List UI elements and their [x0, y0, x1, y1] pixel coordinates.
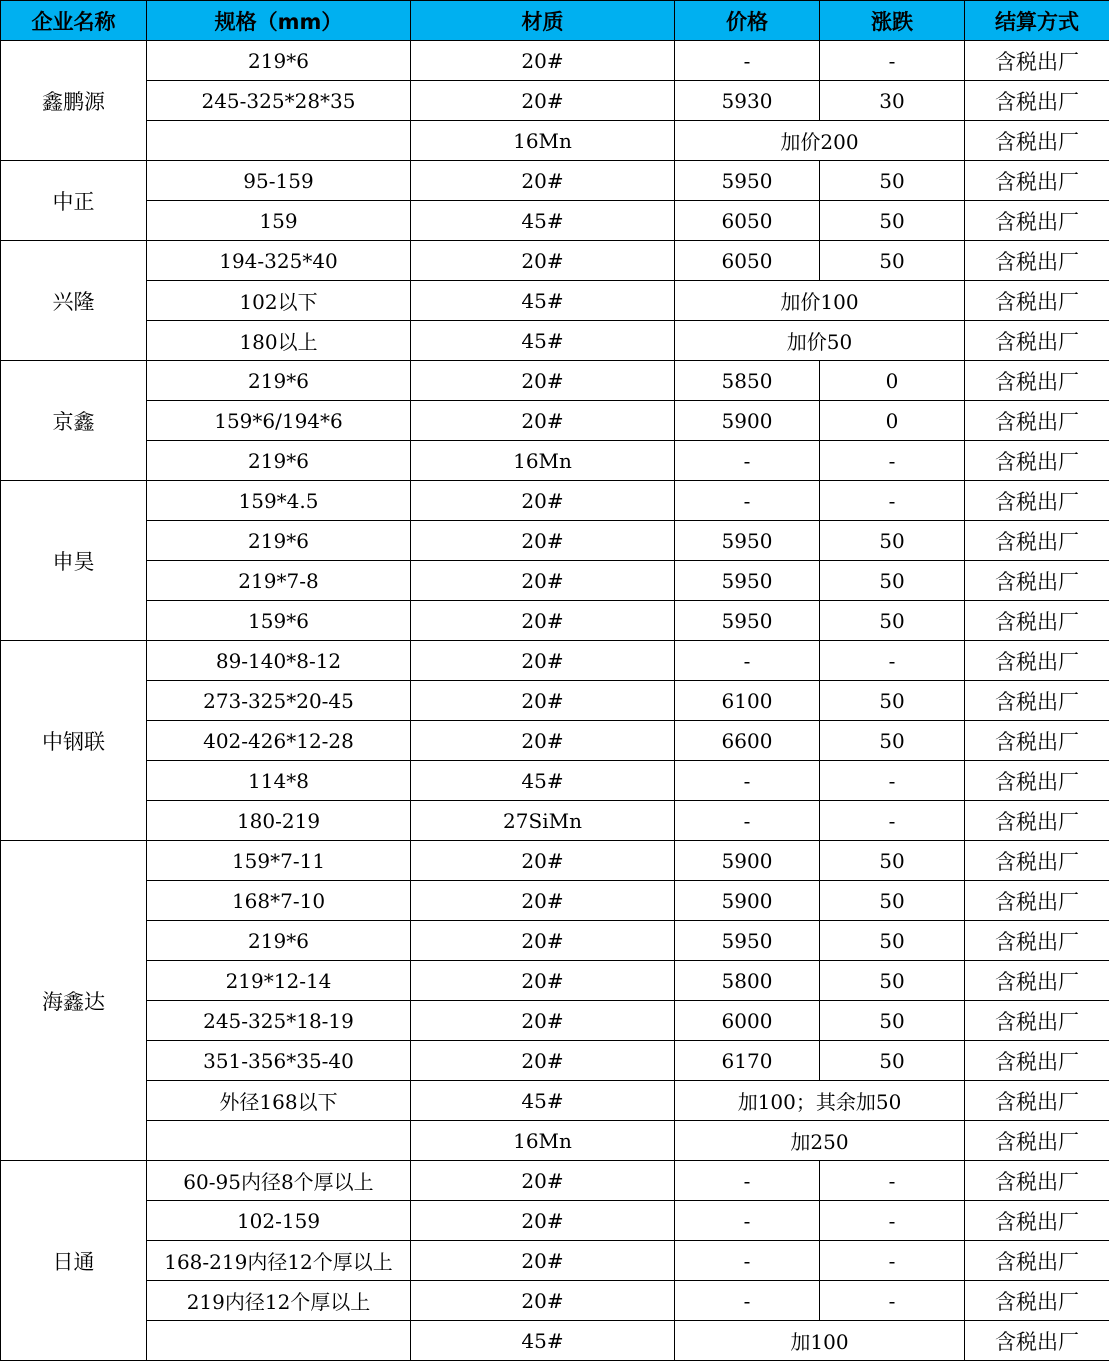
price-cell: - — [675, 641, 820, 681]
table-row — [1, 121, 1109, 161]
change-cell: - — [820, 1241, 965, 1281]
spec-cell: 159*6 — [147, 601, 411, 641]
table-row — [1, 961, 1109, 1001]
material-cell: 16Mn — [411, 441, 675, 481]
change-cell: - — [820, 1161, 965, 1201]
table-row — [1, 881, 1109, 921]
header-price: 价格 — [675, 1, 820, 41]
spec-cell: 159*4.5 — [147, 481, 411, 521]
table-row — [1, 601, 1109, 641]
table-row — [1, 1281, 1109, 1321]
spec-cell: 245-325*18-19 — [147, 1001, 411, 1041]
settlement-cell: 含税出厂 — [965, 121, 1109, 161]
price-cell: - — [675, 1241, 820, 1281]
material-cell: 45# — [411, 281, 675, 321]
change-cell: 50 — [820, 601, 965, 641]
settlement-cell: 含税出厂 — [965, 361, 1109, 401]
settlement-cell: 含税出厂 — [965, 1321, 1109, 1361]
change-cell: 30 — [820, 81, 965, 121]
material-cell: 20# — [411, 881, 675, 921]
price-cell: 5950 — [675, 601, 820, 641]
table-row — [1, 801, 1109, 841]
material-cell: 20# — [411, 1281, 675, 1321]
change-cell: 50 — [820, 161, 965, 201]
material-cell: 20# — [411, 921, 675, 961]
material-cell: 20# — [411, 481, 675, 521]
price-note-cell: 加250 — [675, 1121, 965, 1161]
material-cell: 20# — [411, 601, 675, 641]
settlement-cell: 含税出厂 — [965, 561, 1109, 601]
material-cell: 20# — [411, 401, 675, 441]
material-cell: 20# — [411, 81, 675, 121]
change-cell: 0 — [820, 401, 965, 441]
table-row — [1, 1241, 1109, 1281]
company-name-cell: 兴隆 — [1, 241, 147, 361]
table-row — [1, 561, 1109, 601]
spec-cell: 外径168以下 — [147, 1081, 411, 1121]
material-cell: 20# — [411, 521, 675, 561]
table-row — [1, 441, 1109, 481]
change-cell: - — [820, 761, 965, 801]
header-row — [1, 1, 1109, 41]
material-cell: 20# — [411, 241, 675, 281]
spec-cell: 159*6/194*6 — [147, 401, 411, 441]
change-cell: - — [820, 481, 965, 521]
settlement-cell: 含税出厂 — [965, 1281, 1109, 1321]
change-cell: 50 — [820, 201, 965, 241]
spec-cell — [147, 121, 411, 161]
change-cell: 0 — [820, 361, 965, 401]
settlement-cell: 含税出厂 — [965, 641, 1109, 681]
price-cell: 5900 — [675, 841, 820, 881]
table-row — [1, 721, 1109, 761]
table-row — [1, 321, 1109, 361]
change-cell: 50 — [820, 961, 965, 1001]
price-cell: - — [675, 801, 820, 841]
settlement-cell: 含税出厂 — [965, 841, 1109, 881]
change-cell: - — [820, 641, 965, 681]
spec-cell: 219*12-14 — [147, 961, 411, 1001]
price-cell: - — [675, 761, 820, 801]
material-cell: 20# — [411, 841, 675, 881]
change-cell: - — [820, 441, 965, 481]
company-name-cell: 中正 — [1, 161, 147, 241]
table-row — [1, 281, 1109, 321]
change-cell: 50 — [820, 1001, 965, 1041]
price-cell: - — [675, 441, 820, 481]
price-cell: 5950 — [675, 921, 820, 961]
header-company: 企业名称 — [1, 1, 147, 41]
table-row — [1, 681, 1109, 721]
price-cell: - — [675, 1281, 820, 1321]
table-row — [1, 521, 1109, 561]
settlement-cell: 含税出厂 — [965, 281, 1109, 321]
table-row — [1, 1121, 1109, 1161]
price-cell: 6170 — [675, 1041, 820, 1081]
settlement-cell: 含税出厂 — [965, 1201, 1109, 1241]
change-cell: - — [820, 801, 965, 841]
material-cell: 45# — [411, 321, 675, 361]
material-cell: 20# — [411, 161, 675, 201]
price-cell: - — [675, 41, 820, 81]
spec-cell: 219*6 — [147, 921, 411, 961]
change-cell: 50 — [820, 921, 965, 961]
material-cell: 27SiMn — [411, 801, 675, 841]
spec-cell: 180以上 — [147, 321, 411, 361]
material-cell: 20# — [411, 1201, 675, 1241]
table-row — [1, 361, 1109, 401]
spec-cell: 219内径12个厚以上 — [147, 1281, 411, 1321]
spec-cell: 219*6 — [147, 521, 411, 561]
spec-cell: 114*8 — [147, 761, 411, 801]
table-row — [1, 481, 1109, 521]
settlement-cell: 含税出厂 — [965, 1241, 1109, 1281]
spec-cell: 168-219内径12个厚以上 — [147, 1241, 411, 1281]
spec-cell: 219*6 — [147, 441, 411, 481]
material-cell: 20# — [411, 1041, 675, 1081]
change-cell: 50 — [820, 681, 965, 721]
price-note-cell: 加100 — [675, 1321, 965, 1361]
spec-cell: 89-140*8-12 — [147, 641, 411, 681]
material-cell: 16Mn — [411, 1121, 675, 1161]
spec-cell: 194-325*40 — [147, 241, 411, 281]
table-row — [1, 161, 1109, 201]
settlement-cell: 含税出厂 — [965, 1041, 1109, 1081]
settlement-cell: 含税出厂 — [965, 41, 1109, 81]
settlement-cell: 含税出厂 — [965, 961, 1109, 1001]
company-name-cell: 海鑫达 — [1, 841, 147, 1161]
company-name-cell: 日通 — [1, 1161, 147, 1361]
price-cell: 6050 — [675, 201, 820, 241]
header-change: 涨跌 — [820, 1, 965, 41]
settlement-cell: 含税出厂 — [965, 481, 1109, 521]
table-row — [1, 921, 1109, 961]
price-cell: 6000 — [675, 1001, 820, 1041]
change-cell: 50 — [820, 841, 965, 881]
table-row — [1, 641, 1109, 681]
settlement-cell: 含税出厂 — [965, 1081, 1109, 1121]
table-row — [1, 1081, 1109, 1121]
material-cell: 16Mn — [411, 121, 675, 161]
table-header — [1, 1, 1109, 41]
header-settlement: 结算方式 — [965, 1, 1109, 41]
table-row — [1, 201, 1109, 241]
price-cell: 5950 — [675, 161, 820, 201]
price-cell: 5930 — [675, 81, 820, 121]
price-cell: - — [675, 481, 820, 521]
spec-cell: 219*6 — [147, 361, 411, 401]
material-cell: 20# — [411, 1241, 675, 1281]
company-name-cell: 申昊 — [1, 481, 147, 641]
spec-cell: 245-325*28*35 — [147, 81, 411, 121]
price-cell: 5950 — [675, 561, 820, 601]
table-row — [1, 1201, 1109, 1241]
settlement-cell: 含税出厂 — [965, 1161, 1109, 1201]
spec-cell: 102-159 — [147, 1201, 411, 1241]
price-cell: 5800 — [675, 961, 820, 1001]
price-cell: - — [675, 1201, 820, 1241]
settlement-cell: 含税出厂 — [965, 161, 1109, 201]
spec-cell: 60-95内径8个厚以上 — [147, 1161, 411, 1201]
spec-cell: 168*7-10 — [147, 881, 411, 921]
material-cell: 20# — [411, 41, 675, 81]
settlement-cell: 含税出厂 — [965, 681, 1109, 721]
material-cell: 20# — [411, 1161, 675, 1201]
settlement-cell: 含税出厂 — [965, 401, 1109, 441]
table-row — [1, 761, 1109, 801]
material-cell: 20# — [411, 641, 675, 681]
change-cell: 50 — [820, 521, 965, 561]
table-row — [1, 841, 1109, 881]
price-note-cell: 加价100 — [675, 281, 965, 321]
material-cell: 20# — [411, 561, 675, 601]
settlement-cell: 含税出厂 — [965, 1001, 1109, 1041]
change-cell: 50 — [820, 241, 965, 281]
spec-cell: 219*7-8 — [147, 561, 411, 601]
change-cell: - — [820, 41, 965, 81]
company-name-cell: 中钢联 — [1, 641, 147, 841]
spec-cell: 402-426*12-28 — [147, 721, 411, 761]
material-cell: 20# — [411, 361, 675, 401]
settlement-cell: 含税出厂 — [965, 921, 1109, 961]
spec-cell: 180-219 — [147, 801, 411, 841]
price-note-cell: 加价50 — [675, 321, 965, 361]
price-cell: 5900 — [675, 401, 820, 441]
material-cell: 20# — [411, 681, 675, 721]
settlement-cell: 含税出厂 — [965, 241, 1109, 281]
price-cell: - — [675, 1161, 820, 1201]
change-cell: 50 — [820, 1041, 965, 1081]
spec-cell: 159 — [147, 201, 411, 241]
material-cell: 20# — [411, 721, 675, 761]
company-name-cell: 京鑫 — [1, 361, 147, 481]
table-row — [1, 1001, 1109, 1041]
table-row — [1, 41, 1109, 81]
price-cell: 5950 — [675, 521, 820, 561]
change-cell: - — [820, 1201, 965, 1241]
price-cell: 5850 — [675, 361, 820, 401]
table-row — [1, 1041, 1109, 1081]
spec-cell: 159*7-11 — [147, 841, 411, 881]
change-cell: 50 — [820, 721, 965, 761]
spec-cell — [147, 1121, 411, 1161]
spec-cell: 95-159 — [147, 161, 411, 201]
table-row — [1, 1161, 1109, 1201]
price-cell: 6050 — [675, 241, 820, 281]
settlement-cell: 含税出厂 — [965, 81, 1109, 121]
change-cell: - — [820, 1281, 965, 1321]
settlement-cell: 含税出厂 — [965, 721, 1109, 761]
settlement-cell: 含税出厂 — [965, 881, 1109, 921]
material-cell: 45# — [411, 761, 675, 801]
spec-cell: 351-356*35-40 — [147, 1041, 411, 1081]
settlement-cell: 含税出厂 — [965, 601, 1109, 641]
settlement-cell: 含税出厂 — [965, 521, 1109, 561]
material-cell: 45# — [411, 201, 675, 241]
spec-cell: 273-325*20-45 — [147, 681, 411, 721]
price-note-cell: 加100；其余加50 — [675, 1081, 965, 1121]
settlement-cell: 含税出厂 — [965, 441, 1109, 481]
company-name-cell: 鑫鹏源 — [1, 41, 147, 161]
table-row — [1, 81, 1109, 121]
settlement-cell: 含税出厂 — [965, 801, 1109, 841]
price-cell: 5900 — [675, 881, 820, 921]
material-cell: 20# — [411, 1001, 675, 1041]
table-row — [1, 401, 1109, 441]
spec-cell: 102以下 — [147, 281, 411, 321]
settlement-cell: 含税出厂 — [965, 321, 1109, 361]
table-body — [1, 41, 1109, 1361]
settlement-cell: 含税出厂 — [965, 761, 1109, 801]
change-cell: 50 — [820, 561, 965, 601]
material-cell: 45# — [411, 1081, 675, 1121]
price-cell: 6100 — [675, 681, 820, 721]
settlement-cell: 含税出厂 — [965, 201, 1109, 241]
spec-cell: 219*6 — [147, 41, 411, 81]
change-cell: 50 — [820, 881, 965, 921]
price-cell: 6600 — [675, 721, 820, 761]
material-cell: 20# — [411, 961, 675, 1001]
settlement-cell: 含税出厂 — [965, 1121, 1109, 1161]
header-spec: 规格（mm） — [147, 1, 411, 41]
price-note-cell: 加价200 — [675, 121, 965, 161]
material-cell: 45# — [411, 1321, 675, 1361]
spec-cell — [147, 1321, 411, 1361]
header-material: 材质 — [411, 1, 675, 41]
table-row — [1, 241, 1109, 281]
table-row — [1, 1321, 1109, 1361]
